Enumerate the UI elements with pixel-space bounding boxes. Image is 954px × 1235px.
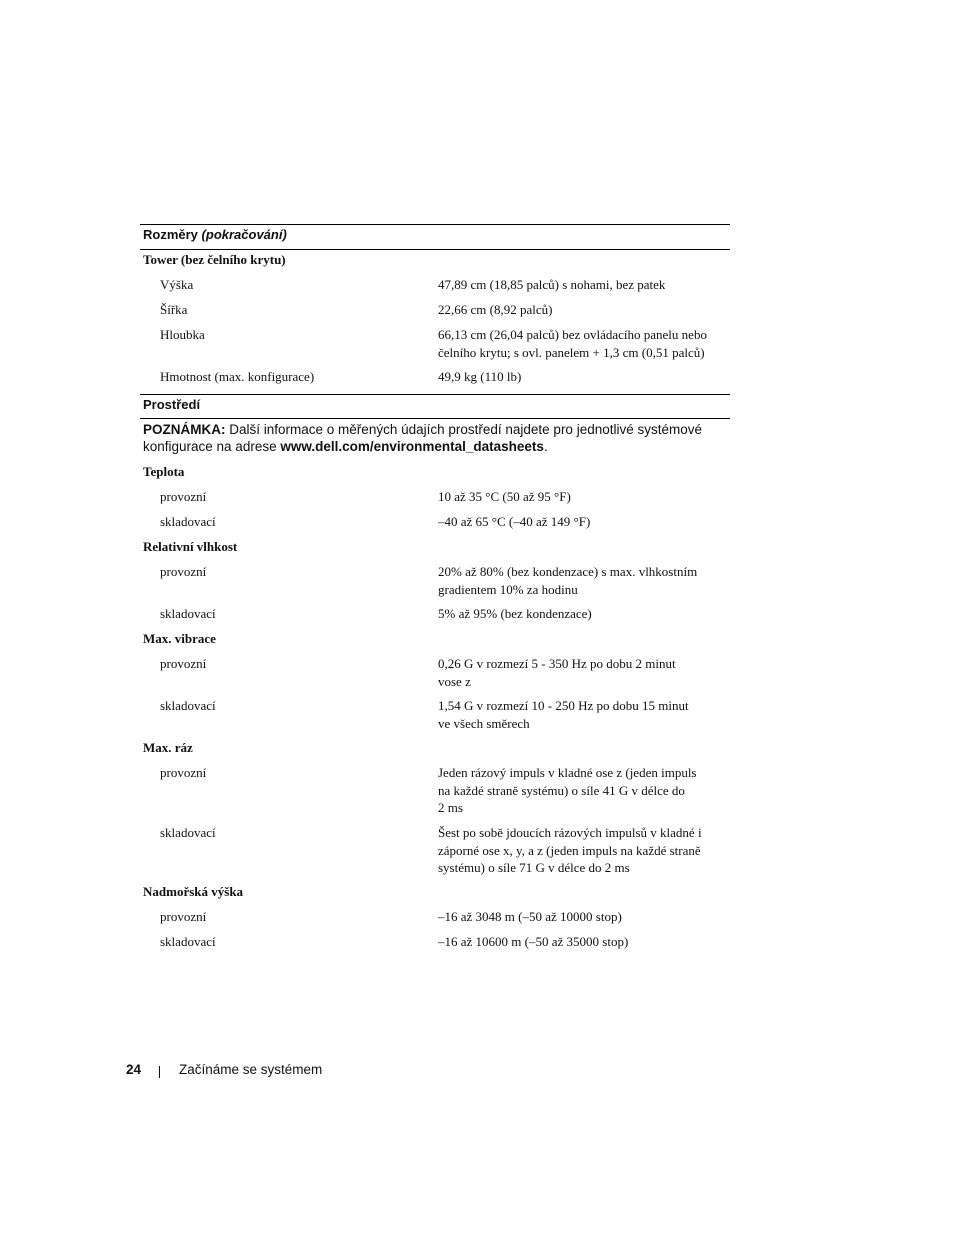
group-heading-vibration: Max. vibrace <box>143 631 216 646</box>
row-label-storage: skladovací <box>160 825 216 840</box>
value-line: Šest po sobě jdoucích rázových impulsů v kladné i <box>438 825 702 840</box>
section-rule <box>140 249 730 250</box>
value-line: systému) o síle 71 G v délce do 2 ms <box>438 860 630 875</box>
row-value-humidity-storage <box>438 605 730 623</box>
footer-separator <box>159 1066 160 1078</box>
datasheets-link[interactable]: www.dell.com/environmental_datasheets <box>280 439 544 454</box>
section-title-continued: (pokračování) <box>201 227 287 242</box>
note-line-2 <box>143 438 728 455</box>
row-label-operating: provozní <box>160 489 207 504</box>
group-heading-temperature: Teplota <box>143 464 185 479</box>
value-line: gradientem 10% za hodinu <box>438 581 578 597</box>
note-line-1 <box>143 421 728 438</box>
note-text-1: Další informace o měřených údajích prostředí najdete pro jednotlivé systémové <box>229 422 703 437</box>
group-heading-altitude: Nadmořská výška <box>143 884 244 899</box>
value-line: Jeden rázový impuls v kladné ose z (jeden impuls <box>438 765 697 780</box>
value-line: záporné ose x, y, a z (jeden impuls na každé straně <box>438 842 701 858</box>
row-label-width: Šířka <box>160 302 188 317</box>
note-label: POZNÁMKA: <box>143 422 226 437</box>
row-label-weight: Hmotnost (max. konfigurace) <box>160 369 315 384</box>
value-line: 66,13 cm (26,04 palců) bez ovládacího panelu nebo <box>438 327 707 342</box>
note-text-2: konfigurace na adrese <box>143 439 277 454</box>
group-heading-humidity: Relativní vlhkost <box>143 539 238 554</box>
section-title-text: Rozměry <box>143 227 198 242</box>
row-label-depth: Hloubka <box>160 327 205 342</box>
row-value-height: 47,89 cm (18,85 palců) s nohami, bez patek <box>438 277 666 292</box>
row-label-storage: skladovací <box>160 934 216 949</box>
value-line: čelního krytu; s ovl. panelem + 1,3 cm (0,51 palců) <box>438 344 705 360</box>
section-title-dimensions <box>143 227 287 243</box>
value-line: vose z <box>438 673 471 689</box>
row-value-width: 22,66 cm (8,92 palců) <box>438 302 553 317</box>
value-line: –40 až 65 °C (–40 až 149 °F) <box>438 514 591 529</box>
row-label-operating: provozní <box>160 765 207 780</box>
page-number: 24 <box>126 1062 142 1077</box>
note-end: . <box>543 439 548 454</box>
group-heading-tower: Tower (bez čelního krytu) <box>143 252 286 267</box>
row-value-humidity-operating <box>438 563 730 598</box>
row-value-depth <box>438 326 730 361</box>
footer-title: Začínáme se systémem <box>179 1062 323 1077</box>
row-label-operating: provozní <box>160 564 207 579</box>
value-line: na každé straně systému) o síle 41 G v délce do <box>438 782 685 798</box>
row-value-weight: 49,9 kg (110 lb) <box>438 369 522 384</box>
value-line: 0,26 G v rozmezí 5 - 350 Hz po dobu 2 minut <box>438 656 676 671</box>
row-value-altitude-operating <box>438 908 730 926</box>
row-label-storage: skladovací <box>160 698 216 713</box>
value-line: 2 ms <box>438 800 463 815</box>
value-line: 10 až 35 °C (50 až 95 °F) <box>438 489 571 504</box>
row-label-storage: skladovací <box>160 514 216 529</box>
section-rule <box>140 394 730 395</box>
value-line: 1,54 G v rozmezí 10 - 250 Hz po dobu 15 minut <box>438 698 689 713</box>
row-value-shock-operating <box>438 764 730 817</box>
note <box>143 421 728 455</box>
row-value-altitude-storage <box>438 933 730 951</box>
row-value-temperature-storage <box>438 513 730 531</box>
section-title-environment: Prostředí <box>143 397 201 412</box>
value-line: 5% až 95% (bez kondenzace) <box>438 606 592 621</box>
row-value-vibration-operating <box>438 655 730 690</box>
row-label-operating: provozní <box>160 656 207 671</box>
value-line: ve všech směrech <box>438 715 530 731</box>
group-heading-shock: Max. ráz <box>143 740 193 755</box>
row-value-shock-storage <box>438 824 730 877</box>
row-label-height: Výška <box>160 277 194 292</box>
top-rule <box>140 224 730 225</box>
row-label-storage: skladovací <box>160 606 216 621</box>
row-value-vibration-storage <box>438 697 730 732</box>
value-line: –16 až 10600 m (–50 až 35000 stop) <box>438 934 629 949</box>
row-value-temperature-operating <box>438 488 730 506</box>
row-label-operating: provozní <box>160 909 207 924</box>
section-rule <box>140 418 730 419</box>
value-line: –16 až 3048 m (–50 až 10000 stop) <box>438 909 622 924</box>
value-line: 20% až 80% (bez kondenzace) s max. vlhkostním <box>438 564 698 579</box>
